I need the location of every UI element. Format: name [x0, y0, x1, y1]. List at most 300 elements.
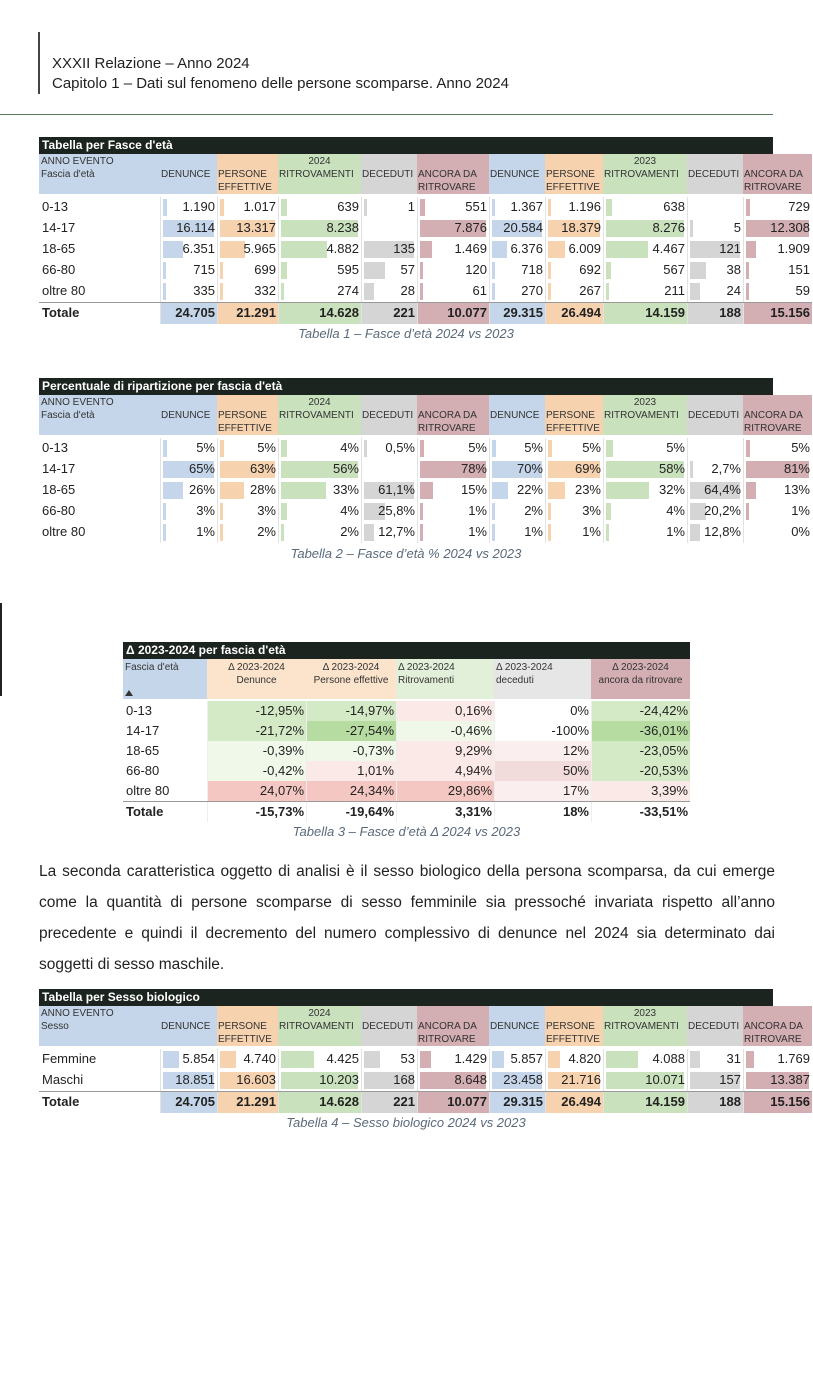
data-cell	[160, 1092, 217, 1113]
data-cell	[545, 459, 603, 480]
row-label: 18-65	[42, 482, 76, 497]
cell-value: 56%	[332, 461, 359, 476]
cell-value: 168	[393, 1072, 415, 1087]
cell-value: -0,39%	[262, 743, 304, 758]
data-cell	[743, 438, 812, 459]
data-cell	[361, 1049, 417, 1070]
data-cell	[489, 501, 545, 522]
data-cell	[743, 1092, 812, 1113]
cell-value: -36,01%	[639, 723, 688, 738]
year-2024-label: 2024	[308, 1008, 331, 1019]
anno-evento-label: ANNO EVENTO	[41, 156, 114, 167]
data-cell	[207, 761, 306, 781]
table-row	[39, 522, 812, 543]
cell-value: 32%	[658, 482, 685, 497]
cell-value: 24	[726, 283, 741, 298]
data-cell	[743, 281, 812, 302]
column-header: DECEDUTI	[688, 1021, 740, 1032]
data-cell	[278, 303, 361, 324]
cell-value: 1.769	[777, 1051, 810, 1066]
column-header: RITROVAMENTI	[604, 410, 679, 421]
cell-value: -19,64%	[345, 804, 394, 819]
cell-value: 3,39%	[651, 783, 688, 798]
cell-value: -21,72%	[255, 723, 304, 738]
cell-value: 12%	[562, 743, 589, 758]
cell-value: 4%	[340, 503, 359, 518]
cell-value	[362, 459, 418, 480]
data-cell	[396, 741, 494, 761]
data-cell	[417, 1092, 489, 1113]
data-cell	[417, 438, 489, 459]
cell-value: 5%	[582, 440, 601, 455]
cell-value: 18.379	[561, 220, 601, 235]
data-cell	[603, 260, 687, 281]
cell-value: 335	[193, 283, 215, 298]
table-row	[39, 480, 812, 501]
cell-value: 639	[337, 199, 359, 214]
cell-value: 0,16%	[455, 703, 492, 718]
data-cell	[545, 1070, 603, 1091]
row-label: Femmine	[42, 1051, 97, 1066]
table-row	[123, 741, 690, 761]
cell-value: 14.159	[645, 1094, 685, 1109]
data-cell	[489, 197, 545, 218]
table-row	[39, 459, 812, 480]
sort-up-icon	[125, 685, 135, 695]
data-cell	[489, 1092, 545, 1113]
data-cell	[743, 522, 812, 543]
data-cell	[396, 802, 494, 822]
cell-value: 6.009	[568, 241, 601, 256]
cell-value: 5%	[524, 440, 543, 455]
row-label: 66-80	[42, 503, 76, 518]
data-cell	[591, 741, 690, 761]
data-cell	[603, 1070, 687, 1091]
side-marker	[0, 603, 2, 696]
cell-value: 4.740	[243, 1051, 276, 1066]
cell-value: 23%	[574, 482, 601, 497]
cell-value: 20.584	[503, 220, 543, 235]
data-cell	[417, 480, 489, 501]
cell-value: 1%	[468, 524, 487, 539]
row-label: Totale	[42, 1094, 80, 1109]
row-label: 14-17	[42, 220, 76, 235]
data-cell	[278, 501, 361, 522]
data-cell	[417, 303, 489, 324]
year-2024-label: 2024	[308, 156, 331, 167]
table-row	[39, 239, 812, 260]
data-cell	[278, 438, 361, 459]
table4-caption: Tabella 4 – Sesso biologico 2024 vs 2023	[286, 1115, 526, 1130]
data-cell	[603, 522, 687, 543]
row-label: 0-13	[42, 440, 69, 455]
data-cell	[603, 197, 687, 218]
cell-value: 8.648	[454, 1072, 487, 1087]
data-cell	[494, 701, 591, 721]
data-cell	[545, 501, 603, 522]
cell-value: 64,4%	[704, 482, 741, 497]
cell-value: 50%	[562, 763, 589, 778]
column-header-line2: deceduti	[496, 675, 534, 686]
data-cell	[591, 781, 690, 801]
column-header: DENUNCE	[161, 410, 211, 421]
cell-value: 4.425	[326, 1051, 359, 1066]
data-cell	[278, 1049, 361, 1070]
data-cell	[361, 239, 417, 260]
cell-value: 15%	[460, 482, 487, 497]
year-2023-label: 2023	[633, 397, 657, 408]
data-cell	[306, 721, 396, 741]
data-cell	[207, 741, 306, 761]
data-cell	[207, 721, 306, 741]
cell-value: -33,51%	[639, 804, 688, 819]
cell-value: -12,95%	[255, 703, 304, 718]
data-cell	[417, 501, 489, 522]
data-cell	[160, 239, 217, 260]
data-cell	[217, 1070, 278, 1091]
table3-caption: Tabella 3 – Fasce d’età Δ 2024 vs 2023	[292, 824, 521, 839]
column-header: PERSONE EFFETTIVE	[546, 410, 600, 434]
cell-value: 270	[521, 283, 543, 298]
table-row	[123, 701, 690, 721]
cell-value: 1.909	[777, 241, 810, 256]
header-divider	[0, 114, 773, 115]
row-label: oltre 80	[126, 783, 170, 798]
year-2023-label: 2023	[633, 1008, 657, 1019]
cell-value: 3,31%	[455, 804, 492, 819]
column-header-line1: Δ 2023-2024	[228, 662, 285, 673]
cell-value: 2%	[524, 503, 543, 518]
table-row	[123, 781, 690, 801]
column-header: PERSONE EFFETTIVE	[546, 169, 600, 193]
anno-evento-label: ANNO EVENTO	[41, 1008, 114, 1019]
data-cell	[545, 197, 603, 218]
cell-value: 6.376	[510, 241, 543, 256]
data-cell	[687, 1049, 743, 1070]
data-cell	[489, 239, 545, 260]
data-cell	[545, 281, 603, 302]
table-row	[123, 761, 690, 781]
column-header-line1: Δ 2023-2024	[612, 662, 669, 673]
cell-value: 0,5%	[385, 440, 415, 455]
data-cell	[743, 197, 812, 218]
data-cell	[306, 741, 396, 761]
cell-value	[688, 438, 744, 459]
data-cell	[160, 480, 217, 501]
cell-value: 699	[254, 262, 276, 277]
cell-value: 16.603	[236, 1072, 276, 1087]
column-header: ANCORA DA RITROVARE	[418, 410, 477, 434]
data-cell	[217, 303, 278, 324]
cell-value: 65%	[188, 461, 215, 476]
cell-value: 20,2%	[704, 503, 741, 518]
row-label: oltre 80	[42, 524, 86, 539]
cell-value: 14.628	[319, 305, 359, 320]
cell-value: 4.882	[326, 241, 359, 256]
cell-value: 2%	[257, 524, 276, 539]
cell-value: 8.238	[326, 220, 359, 235]
cell-value: 729	[788, 199, 810, 214]
cell-value: 5%	[196, 440, 215, 455]
data-cell	[417, 522, 489, 543]
column-header: DENUNCE	[161, 169, 211, 180]
cell-value: 26.494	[561, 1094, 601, 1109]
column-header: DENUNCE	[490, 410, 540, 421]
data-cell	[361, 281, 417, 302]
data-cell	[361, 501, 417, 522]
cell-value: 18%	[562, 804, 589, 819]
cell-value: 1.190	[182, 199, 215, 214]
row-label: 18-65	[126, 743, 160, 758]
column-header: DECEDUTI	[362, 169, 414, 180]
data-cell	[603, 438, 687, 459]
cell-value: 26.494	[561, 305, 601, 320]
cell-value: 188	[719, 1094, 741, 1109]
cell-value: 69%	[574, 461, 601, 476]
data-cell	[603, 303, 687, 324]
row-label-header: Sesso	[41, 1021, 69, 1032]
cell-value: 22%	[516, 482, 543, 497]
cell-value: 13%	[783, 482, 810, 497]
data-cell	[687, 438, 743, 459]
data-cell	[217, 197, 278, 218]
column-header: DENUNCE	[490, 169, 540, 180]
cell-value: 151	[788, 262, 810, 277]
cell-value: 267	[579, 283, 601, 298]
cell-value: 10.077	[447, 1094, 487, 1109]
cell-value: 1%	[791, 503, 810, 518]
cell-value: 595	[337, 262, 359, 277]
column-header-line1: Δ 2023-2024	[496, 662, 553, 673]
cell-value: 7.876	[454, 220, 487, 235]
data-cell	[160, 303, 217, 324]
cell-value: 24,34%	[349, 783, 394, 798]
column-header: ANCORA DA RITROVARE	[744, 169, 803, 193]
cell-value: -15,73%	[255, 804, 304, 819]
column-header: RITROVAMENTI	[604, 169, 679, 180]
cell-value: -100%	[551, 723, 589, 738]
data-cell	[603, 218, 687, 239]
table-row	[39, 281, 812, 302]
data-cell	[417, 260, 489, 281]
cell-value: 12,8%	[704, 524, 741, 539]
cell-value: 78%	[460, 461, 487, 476]
cell-value: 1,01%	[357, 763, 394, 778]
report-title: XXXII Relazione – Anno 2024	[52, 55, 250, 72]
cell-value: 1.196	[568, 199, 601, 214]
data-cell	[207, 781, 306, 801]
column-header: RITROVAMENTI	[279, 169, 354, 180]
data-cell	[278, 1070, 361, 1091]
table-row	[39, 1049, 812, 1070]
row-label-header: Fascia d'età	[125, 662, 179, 673]
data-cell	[361, 438, 417, 459]
row-label: Maschi	[42, 1072, 84, 1087]
cell-value: 135	[393, 241, 415, 256]
cell-value: 5.965	[243, 241, 276, 256]
data-cell	[361, 459, 417, 480]
data-cell	[743, 218, 812, 239]
data-cell	[687, 522, 743, 543]
cell-value: -20,53%	[639, 763, 688, 778]
cell-value: 29.315	[503, 305, 543, 320]
cell-value: 0%	[570, 703, 589, 718]
table-row	[39, 1091, 812, 1112]
cell-value: 638	[663, 199, 685, 214]
data-cell	[494, 721, 591, 741]
column-header: PERSONE EFFETTIVE	[546, 1021, 600, 1045]
data-cell	[489, 260, 545, 281]
cell-value: 15.156	[770, 1094, 810, 1109]
data-cell	[489, 303, 545, 324]
data-cell	[217, 239, 278, 260]
cell-value: 14.159	[645, 305, 685, 320]
cell-value	[362, 218, 418, 239]
data-cell	[417, 218, 489, 239]
cell-value: 718	[521, 262, 543, 277]
data-cell	[160, 197, 217, 218]
row-label: 14-17	[126, 723, 160, 738]
data-cell	[207, 701, 306, 721]
cell-value: 1%	[582, 524, 601, 539]
cell-value: 6.351	[182, 241, 215, 256]
data-cell	[489, 218, 545, 239]
cell-value: 2,7%	[711, 461, 741, 476]
cell-value: 567	[663, 262, 685, 277]
data-cell	[489, 480, 545, 501]
data-cell	[278, 281, 361, 302]
data-cell	[396, 761, 494, 781]
column-header-line2: Denunce	[236, 675, 277, 686]
cell-value: 1%	[468, 503, 487, 518]
data-cell	[603, 459, 687, 480]
table-row	[39, 501, 812, 522]
data-cell	[687, 239, 743, 260]
data-cell	[396, 701, 494, 721]
body-paragraph: La seconda caratteristica oggetto di analisi è il sesso biologico della persona scomparsa, da cui emerge come la quantità di persone scomparse di sesso femminile sia pressoché invariata rispetto all’anno precedente e quindi il decremento del numero complessivo di denunce nel 2024 sia determinato dai soggetti di sesso maschile.	[39, 863, 775, 973]
data-cell	[160, 260, 217, 281]
cell-value: 8.276	[652, 220, 685, 235]
data-cell	[306, 781, 396, 801]
cell-value	[688, 197, 744, 218]
data-cell	[489, 459, 545, 480]
data-cell	[160, 459, 217, 480]
column-header: RITROVAMENTI	[279, 1021, 354, 1032]
cell-value: 4.088	[652, 1051, 685, 1066]
cell-value: 1.017	[243, 199, 276, 214]
row-label: oltre 80	[42, 283, 86, 298]
cell-value: 1%	[524, 524, 543, 539]
data-cell	[687, 480, 743, 501]
cell-value: 61	[472, 283, 487, 298]
cell-value: 3%	[257, 503, 276, 518]
cell-value: 5	[733, 220, 741, 235]
data-cell	[743, 459, 812, 480]
data-cell	[207, 802, 306, 822]
cell-value: 33%	[332, 482, 359, 497]
column-header: ANCORA DA RITROVARE	[418, 1021, 477, 1045]
column-header: ANCORA DA RITROVARE	[744, 410, 803, 434]
column-header: DENUNCE	[161, 1021, 211, 1032]
data-cell	[160, 1049, 217, 1070]
cell-value: 121	[719, 241, 741, 256]
row-label: Totale	[42, 305, 80, 320]
data-cell	[603, 1092, 687, 1113]
data-cell	[417, 281, 489, 302]
data-cell	[160, 522, 217, 543]
cell-value: 120	[465, 262, 487, 277]
cell-value: 3%	[582, 503, 601, 518]
data-cell	[278, 197, 361, 218]
cell-value: 24.705	[175, 305, 215, 320]
cell-value: 4.467	[652, 241, 685, 256]
cell-value: 5%	[468, 440, 487, 455]
cell-value: 10.071	[645, 1072, 685, 1087]
data-cell	[687, 501, 743, 522]
data-cell	[743, 1049, 812, 1070]
cell-value: 221	[393, 1094, 415, 1109]
cell-value: 157	[719, 1072, 741, 1087]
cell-value: 21.291	[236, 1094, 276, 1109]
data-cell	[687, 303, 743, 324]
data-cell	[361, 522, 417, 543]
data-cell	[545, 239, 603, 260]
table-row	[39, 218, 812, 239]
row-label: 66-80	[42, 262, 76, 277]
data-cell	[743, 480, 812, 501]
cell-value: 1.367	[510, 199, 543, 214]
cell-value: 5.854	[182, 1051, 215, 1066]
cell-value: 274	[337, 283, 359, 298]
data-cell	[545, 438, 603, 459]
column-header-line1: Δ 2023-2024	[398, 662, 455, 673]
table-row	[39, 302, 812, 323]
cell-value: 0%	[791, 524, 810, 539]
data-cell	[489, 522, 545, 543]
data-cell	[687, 260, 743, 281]
row-label: 14-17	[42, 461, 76, 476]
cell-value: 13.387	[770, 1072, 810, 1087]
column-header: DECEDUTI	[362, 410, 414, 421]
cell-value: 4%	[340, 440, 359, 455]
data-cell	[160, 218, 217, 239]
data-cell	[489, 281, 545, 302]
data-cell	[545, 218, 603, 239]
data-cell	[160, 501, 217, 522]
data-cell	[278, 459, 361, 480]
cell-value: 24.705	[175, 1094, 215, 1109]
data-cell	[361, 197, 417, 218]
data-cell	[603, 239, 687, 260]
anno-evento-label: ANNO EVENTO	[41, 397, 114, 408]
cell-value: 21.291	[236, 305, 276, 320]
data-cell	[687, 1092, 743, 1113]
year-2023-label: 2023	[633, 156, 657, 167]
data-cell	[545, 522, 603, 543]
cell-value: 57	[400, 262, 415, 277]
cell-value: 715	[193, 262, 215, 277]
cell-value: 26%	[188, 482, 215, 497]
cell-value: 18.851	[175, 1072, 215, 1087]
cell-value: 2%	[340, 524, 359, 539]
data-cell	[306, 701, 396, 721]
data-cell	[306, 802, 396, 822]
row-label: 0-13	[126, 703, 153, 718]
data-cell	[396, 781, 494, 801]
data-cell	[743, 303, 812, 324]
data-cell	[545, 1049, 603, 1070]
cell-value: 551	[465, 199, 487, 214]
